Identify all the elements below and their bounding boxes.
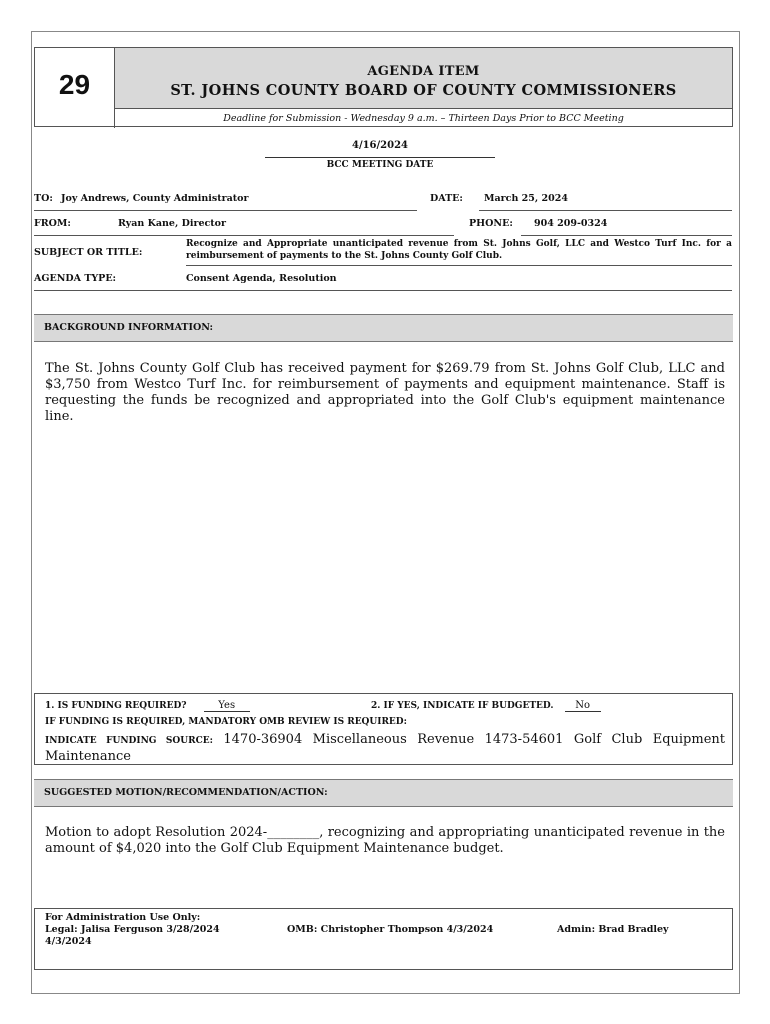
date-label: DATE: — [430, 193, 463, 204]
background-text: The St. Johns County Golf Club has received payment for $269.79 from St. Johns Golf Club, LLC and $3,750 from Westco Turf Inc. for reimbursement of payments and equipment maintenance. Staff is requesting the funds be recognized and appropriated into the Golf Club's equipment maintenance line. — [45, 361, 725, 424]
subject-value: Recognize and Appropriate unanticipated revenue from St. Johns Golf, LLC and Westco Turf Inc. for a reimbursement of payments to the St. Johns County Golf Club. — [186, 239, 732, 261]
meeting-date-underline — [265, 157, 495, 158]
header-block — [34, 47, 733, 127]
from-value: Ryan Kane, Director — [118, 218, 227, 229]
budgeted-answer: No — [565, 700, 601, 712]
agenda-type-underline — [34, 290, 732, 291]
from-label: FROM: — [34, 218, 71, 229]
to-label: TO: — [34, 193, 53, 204]
admin-use-box — [34, 908, 733, 970]
admin-review: Admin: Brad Bradley — [557, 924, 669, 935]
board-name: ST. JOHNS COUNTY BOARD OF COUNTY COMMISSIONERS — [170, 82, 677, 99]
subject-label: SUBJECT OR TITLE: — [34, 247, 143, 258]
agenda-type-value: Consent Agenda, Resolution — [186, 273, 337, 284]
date-underline — [479, 210, 732, 211]
to-underline — [34, 210, 417, 211]
meeting-date-label: BCC MEETING DATE — [326, 160, 434, 170]
phone-label: PHONE: — [469, 218, 513, 229]
from-underline — [34, 235, 454, 236]
deadline-note: Deadline for Submission - Wednesday 9 a.m. – Thirteen Days Prior to BCC Meeting — [223, 113, 624, 124]
legal-review-date: 4/3/2024 — [45, 936, 92, 947]
date-value: March 25, 2024 — [484, 193, 568, 204]
funding-required-answer: Yes — [204, 700, 250, 712]
meeting-date: 4/16/2024 — [351, 140, 408, 151]
funding-box — [34, 693, 733, 765]
phone-value: 904 209-0324 — [534, 218, 608, 229]
background-heading: BACKGROUND INFORMATION: — [34, 314, 733, 342]
funding-question-1 — [45, 700, 250, 712]
funding-required-label: 1. IS FUNDING REQUIRED? — [45, 701, 187, 711]
header-title-area — [115, 48, 732, 109]
agenda-form — [31, 31, 740, 994]
budgeted-label: 2. IF YES, INDICATE IF BUDGETED. — [371, 701, 554, 711]
agenda-item-heading: AGENDA ITEM — [367, 64, 480, 79]
motion-heading: SUGGESTED MOTION/RECOMMENDATION/ACTION: — [34, 779, 733, 807]
agenda-item-number: 29 — [35, 48, 115, 128]
to-value: Joy Andrews, County Administrator — [61, 193, 249, 204]
agenda-type-label: AGENDA TYPE: — [34, 273, 117, 284]
omb-review-note: IF FUNDING IS REQUIRED, MANDATORY OMB REVIEW IS REQUIRED: — [45, 717, 407, 727]
subject-underline — [186, 265, 732, 266]
omb-review: OMB: Christopher Thompson 4/3/2024 — [287, 924, 494, 935]
funding-source-value: 1470-36904 Miscellaneous Revenue 1473-54601 Golf Club Equipment Maintenance — [45, 732, 725, 764]
funding-question-2 — [371, 700, 601, 712]
admin-heading: For Administration Use Only: — [45, 912, 201, 923]
phone-underline — [521, 235, 732, 236]
legal-review: Legal: Jalisa Ferguson 3/28/2024 — [45, 924, 220, 935]
funding-source-label: INDICATE FUNDING SOURCE: — [45, 736, 213, 746]
funding-source — [45, 732, 725, 765]
motion-text: Motion to adopt Resolution 2024-________, recognizing and appropriating unanticipated revenue in the amount of $4,020 into the Golf Club Equipment Maintenance budget. — [45, 825, 725, 856]
